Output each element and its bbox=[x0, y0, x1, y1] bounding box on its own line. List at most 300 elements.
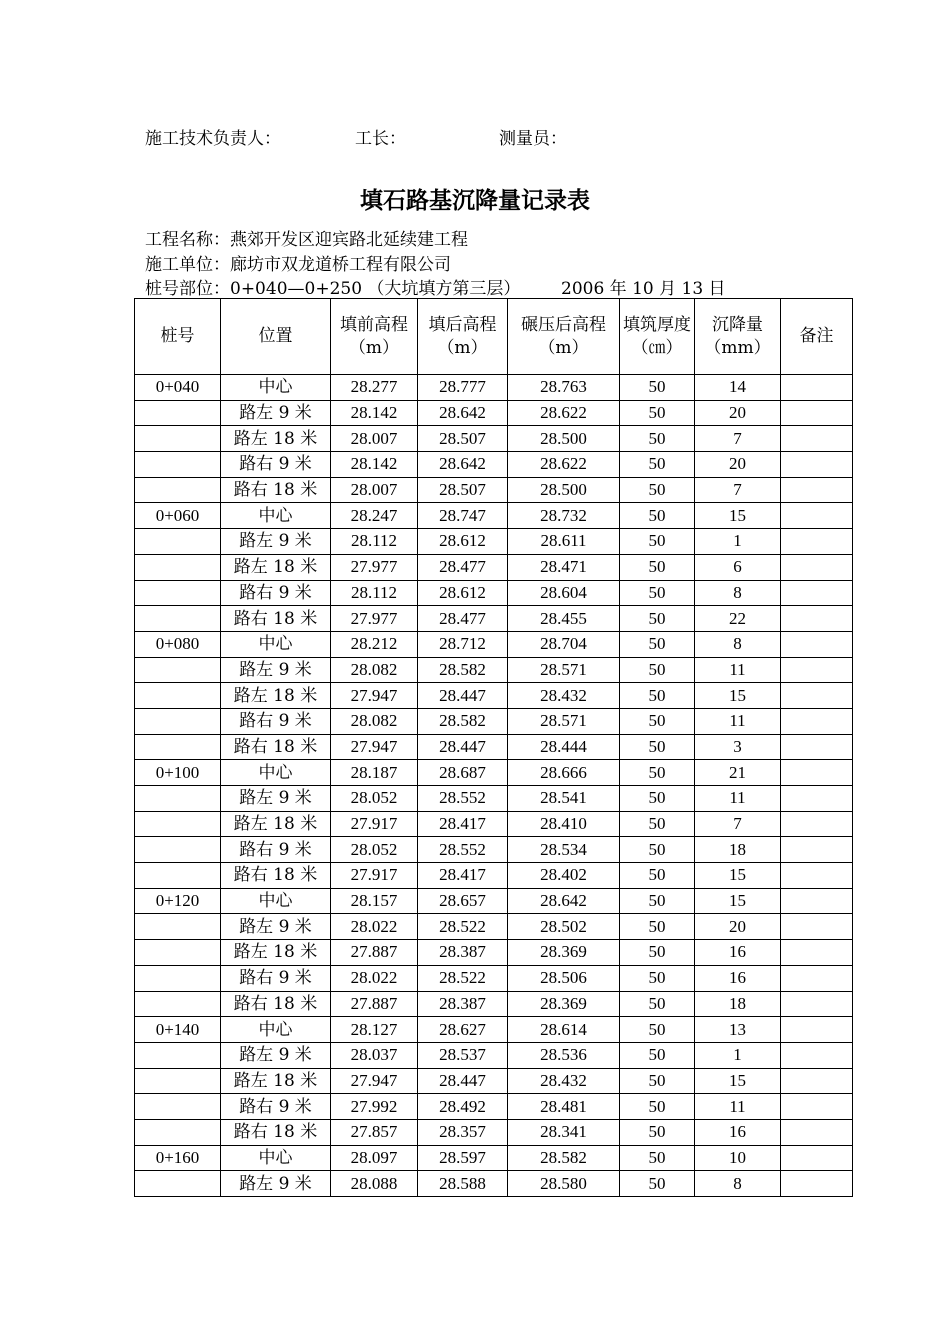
cell-compacted: 28.444 bbox=[508, 734, 620, 760]
cell-settlement: 11 bbox=[695, 1094, 781, 1120]
cell-settlement: 11 bbox=[695, 708, 781, 734]
cell-station: 0+100 bbox=[135, 760, 221, 786]
table-row bbox=[135, 940, 853, 966]
cell-pre-fill: 28.022 bbox=[331, 914, 418, 940]
cell-pre-fill: 28.212 bbox=[331, 631, 418, 657]
table-row bbox=[135, 631, 853, 657]
table-row bbox=[135, 1145, 853, 1171]
cell-thickness: 50 bbox=[620, 606, 695, 632]
table-row bbox=[135, 452, 853, 478]
cell-station bbox=[135, 914, 221, 940]
foreman-label: 工长： bbox=[355, 129, 406, 149]
cell-pre-fill: 27.887 bbox=[331, 991, 418, 1017]
cell-position: 路右 9 米 bbox=[221, 965, 331, 991]
cell-position: 路左 9 米 bbox=[221, 1042, 331, 1068]
cell-pre-fill: 28.157 bbox=[331, 888, 418, 914]
cell-settlement: 15 bbox=[695, 503, 781, 529]
table-row bbox=[135, 580, 853, 606]
cell-post-fill: 28.597 bbox=[418, 1145, 508, 1171]
cell-remarks bbox=[781, 1119, 853, 1145]
cell-compacted: 28.732 bbox=[508, 503, 620, 529]
table-row bbox=[135, 965, 853, 991]
table-row bbox=[135, 1068, 853, 1094]
cell-station bbox=[135, 786, 221, 812]
cell-position: 路右 18 米 bbox=[221, 1119, 331, 1145]
cell-thickness: 50 bbox=[620, 1068, 695, 1094]
cell-compacted: 28.622 bbox=[508, 400, 620, 426]
table-row bbox=[135, 734, 853, 760]
table-row bbox=[135, 503, 853, 529]
table-row bbox=[135, 786, 853, 812]
cell-pre-fill: 28.037 bbox=[331, 1042, 418, 1068]
cell-post-fill: 28.612 bbox=[418, 580, 508, 606]
cell-thickness: 50 bbox=[620, 1119, 695, 1145]
cell-post-fill: 28.447 bbox=[418, 734, 508, 760]
cell-post-fill: 28.447 bbox=[418, 683, 508, 709]
cell-remarks bbox=[781, 554, 853, 580]
cell-post-fill: 28.552 bbox=[418, 786, 508, 812]
cell-thickness: 50 bbox=[620, 786, 695, 812]
cell-station: 0+080 bbox=[135, 631, 221, 657]
cell-station bbox=[135, 708, 221, 734]
cell-settlement: 15 bbox=[695, 863, 781, 889]
cell-compacted: 28.410 bbox=[508, 811, 620, 837]
cell-compacted: 28.341 bbox=[508, 1119, 620, 1145]
cell-compacted: 28.580 bbox=[508, 1171, 620, 1197]
cell-remarks bbox=[781, 606, 853, 632]
cell-compacted: 28.500 bbox=[508, 477, 620, 503]
cell-remarks bbox=[781, 940, 853, 966]
cell-station: 0+060 bbox=[135, 503, 221, 529]
cell-station bbox=[135, 837, 221, 863]
cell-thickness: 50 bbox=[620, 477, 695, 503]
cell-remarks bbox=[781, 683, 853, 709]
table-row bbox=[135, 426, 853, 452]
cell-compacted: 28.642 bbox=[508, 888, 620, 914]
cell-remarks bbox=[781, 914, 853, 940]
table-row bbox=[135, 375, 853, 401]
cell-post-fill: 28.507 bbox=[418, 477, 508, 503]
cell-compacted: 28.432 bbox=[508, 683, 620, 709]
cell-settlement: 11 bbox=[695, 786, 781, 812]
cell-station bbox=[135, 734, 221, 760]
cell-position: 路右 9 米 bbox=[221, 708, 331, 734]
cell-pre-fill: 27.977 bbox=[331, 606, 418, 632]
cell-pre-fill: 28.112 bbox=[331, 580, 418, 606]
table-row bbox=[135, 914, 853, 940]
cell-position: 路左 9 米 bbox=[221, 1171, 331, 1197]
cell-position: 路右 18 米 bbox=[221, 734, 331, 760]
cell-settlement: 15 bbox=[695, 1068, 781, 1094]
cell-pre-fill: 27.857 bbox=[331, 1119, 418, 1145]
cell-remarks bbox=[781, 708, 853, 734]
cell-position: 路右 18 米 bbox=[221, 863, 331, 889]
cell-pre-fill: 28.007 bbox=[331, 477, 418, 503]
cell-pre-fill: 27.977 bbox=[331, 554, 418, 580]
table-row bbox=[135, 760, 853, 786]
cell-pre-fill: 27.947 bbox=[331, 734, 418, 760]
cell-settlement: 8 bbox=[695, 580, 781, 606]
cell-remarks bbox=[781, 888, 853, 914]
cell-compacted: 28.506 bbox=[508, 965, 620, 991]
table-row bbox=[135, 1171, 853, 1197]
cell-station bbox=[135, 811, 221, 837]
cell-settlement: 1 bbox=[695, 529, 781, 555]
cell-compacted: 28.534 bbox=[508, 837, 620, 863]
cell-remarks bbox=[781, 580, 853, 606]
table-row bbox=[135, 554, 853, 580]
cell-thickness: 50 bbox=[620, 863, 695, 889]
cell-position: 路左 9 米 bbox=[221, 657, 331, 683]
cell-settlement: 22 bbox=[695, 606, 781, 632]
cell-station bbox=[135, 1171, 221, 1197]
header-station: 桩号 bbox=[135, 299, 221, 375]
table-body bbox=[135, 375, 853, 1197]
cell-post-fill: 28.627 bbox=[418, 1017, 508, 1043]
cell-remarks bbox=[781, 734, 853, 760]
cell-position: 路右 18 米 bbox=[221, 991, 331, 1017]
cell-remarks bbox=[781, 760, 853, 786]
cell-station bbox=[135, 683, 221, 709]
table-row bbox=[135, 683, 853, 709]
table-row bbox=[135, 657, 853, 683]
cell-station bbox=[135, 477, 221, 503]
cell-post-fill: 28.588 bbox=[418, 1171, 508, 1197]
cell-compacted: 28.582 bbox=[508, 1145, 620, 1171]
cell-settlement: 3 bbox=[695, 734, 781, 760]
cell-remarks bbox=[781, 1017, 853, 1043]
page-title: 填石路基沉降量记录表 bbox=[360, 188, 590, 214]
cell-thickness: 50 bbox=[620, 657, 695, 683]
cell-thickness: 50 bbox=[620, 837, 695, 863]
cell-remarks bbox=[781, 400, 853, 426]
cell-settlement: 18 bbox=[695, 991, 781, 1017]
cell-station bbox=[135, 580, 221, 606]
cell-compacted: 28.611 bbox=[508, 529, 620, 555]
cell-post-fill: 28.777 bbox=[418, 375, 508, 401]
cell-post-fill: 28.582 bbox=[418, 708, 508, 734]
cell-thickness: 50 bbox=[620, 554, 695, 580]
cell-thickness: 50 bbox=[620, 631, 695, 657]
cell-pre-fill: 28.082 bbox=[331, 708, 418, 734]
cell-pre-fill: 28.142 bbox=[331, 400, 418, 426]
cell-station bbox=[135, 452, 221, 478]
cell-post-fill: 28.477 bbox=[418, 554, 508, 580]
cell-compacted: 28.541 bbox=[508, 786, 620, 812]
cell-position: 中心 bbox=[221, 375, 331, 401]
cell-thickness: 50 bbox=[620, 375, 695, 401]
cell-compacted: 28.571 bbox=[508, 708, 620, 734]
cell-thickness: 50 bbox=[620, 452, 695, 478]
cell-thickness: 50 bbox=[620, 683, 695, 709]
cell-station: 0+040 bbox=[135, 375, 221, 401]
cell-post-fill: 28.582 bbox=[418, 657, 508, 683]
cell-station bbox=[135, 1119, 221, 1145]
cell-post-fill: 28.687 bbox=[418, 760, 508, 786]
cell-settlement: 20 bbox=[695, 452, 781, 478]
construction-unit: 施工单位：廊坊市双龙道桥工程有限公司 bbox=[145, 255, 451, 275]
cell-position: 路左 18 米 bbox=[221, 683, 331, 709]
cell-settlement: 16 bbox=[695, 965, 781, 991]
cell-remarks bbox=[781, 811, 853, 837]
cell-station bbox=[135, 426, 221, 452]
cell-settlement: 8 bbox=[695, 631, 781, 657]
cell-station bbox=[135, 1042, 221, 1068]
cell-compacted: 28.604 bbox=[508, 580, 620, 606]
header-fill-thickness: 填筑厚度（㎝） bbox=[620, 299, 695, 375]
header-compacted-elevation: 碾压后高程（m） bbox=[508, 299, 620, 375]
cell-compacted: 28.571 bbox=[508, 657, 620, 683]
cell-position: 路右 18 米 bbox=[221, 477, 331, 503]
cell-remarks bbox=[781, 452, 853, 478]
cell-pre-fill: 28.082 bbox=[331, 657, 418, 683]
cell-position: 路左 18 米 bbox=[221, 426, 331, 452]
header-position: 位置 bbox=[221, 299, 331, 375]
cell-pre-fill: 27.992 bbox=[331, 1094, 418, 1120]
table-row bbox=[135, 1119, 853, 1145]
cell-station bbox=[135, 940, 221, 966]
cell-compacted: 28.471 bbox=[508, 554, 620, 580]
cell-pre-fill: 28.187 bbox=[331, 760, 418, 786]
table-row bbox=[135, 477, 853, 503]
cell-position: 路左 18 米 bbox=[221, 940, 331, 966]
cell-post-fill: 28.447 bbox=[418, 1068, 508, 1094]
cell-remarks bbox=[781, 657, 853, 683]
table-row bbox=[135, 529, 853, 555]
cell-settlement: 18 bbox=[695, 837, 781, 863]
cell-post-fill: 28.642 bbox=[418, 452, 508, 478]
cell-station bbox=[135, 965, 221, 991]
table-row bbox=[135, 708, 853, 734]
cell-position: 路右 9 米 bbox=[221, 837, 331, 863]
cell-station bbox=[135, 863, 221, 889]
cell-thickness: 50 bbox=[620, 503, 695, 529]
cell-pre-fill: 28.088 bbox=[331, 1171, 418, 1197]
cell-thickness: 50 bbox=[620, 1145, 695, 1171]
surveyor-label: 测量员： bbox=[499, 129, 567, 149]
table-row bbox=[135, 1094, 853, 1120]
cell-post-fill: 28.522 bbox=[418, 914, 508, 940]
table-row bbox=[135, 400, 853, 426]
tech-lead-label: 施工技术负责人： bbox=[145, 129, 281, 149]
header-post-fill-elevation: 填后高程（m） bbox=[418, 299, 508, 375]
cell-post-fill: 28.387 bbox=[418, 991, 508, 1017]
cell-pre-fill: 28.022 bbox=[331, 965, 418, 991]
cell-pre-fill: 27.917 bbox=[331, 863, 418, 889]
cell-post-fill: 28.477 bbox=[418, 606, 508, 632]
cell-compacted: 28.402 bbox=[508, 863, 620, 889]
cell-compacted: 28.704 bbox=[508, 631, 620, 657]
cell-remarks bbox=[781, 1171, 853, 1197]
cell-compacted: 28.536 bbox=[508, 1042, 620, 1068]
cell-settlement: 13 bbox=[695, 1017, 781, 1043]
cell-settlement: 21 bbox=[695, 760, 781, 786]
cell-position: 路左 9 米 bbox=[221, 786, 331, 812]
cell-pre-fill: 27.947 bbox=[331, 683, 418, 709]
cell-pre-fill: 27.947 bbox=[331, 1068, 418, 1094]
cell-position: 中心 bbox=[221, 760, 331, 786]
cell-station bbox=[135, 554, 221, 580]
cell-position: 中心 bbox=[221, 631, 331, 657]
table-row bbox=[135, 606, 853, 632]
cell-pre-fill: 28.007 bbox=[331, 426, 418, 452]
cell-station bbox=[135, 657, 221, 683]
cell-post-fill: 28.537 bbox=[418, 1042, 508, 1068]
cell-settlement: 6 bbox=[695, 554, 781, 580]
table-row bbox=[135, 811, 853, 837]
cell-post-fill: 28.387 bbox=[418, 940, 508, 966]
cell-position: 路左 9 米 bbox=[221, 400, 331, 426]
cell-post-fill: 28.657 bbox=[418, 888, 508, 914]
cell-post-fill: 28.357 bbox=[418, 1119, 508, 1145]
cell-thickness: 50 bbox=[620, 811, 695, 837]
cell-station bbox=[135, 400, 221, 426]
cell-compacted: 28.666 bbox=[508, 760, 620, 786]
cell-position: 中心 bbox=[221, 1017, 331, 1043]
table-row bbox=[135, 1042, 853, 1068]
cell-position: 路左 18 米 bbox=[221, 811, 331, 837]
cell-settlement: 11 bbox=[695, 657, 781, 683]
header-remarks: 备注 bbox=[781, 299, 853, 375]
cell-settlement: 8 bbox=[695, 1171, 781, 1197]
cell-remarks bbox=[781, 1068, 853, 1094]
cell-settlement: 15 bbox=[695, 683, 781, 709]
cell-post-fill: 28.417 bbox=[418, 863, 508, 889]
cell-position: 中心 bbox=[221, 1145, 331, 1171]
cell-pre-fill: 27.917 bbox=[331, 811, 418, 837]
settlement-table bbox=[134, 298, 853, 1197]
cell-thickness: 50 bbox=[620, 1017, 695, 1043]
cell-thickness: 50 bbox=[620, 888, 695, 914]
cell-compacted: 28.481 bbox=[508, 1094, 620, 1120]
project-name: 工程名称：燕郊开发区迎宾路北延续建工程 bbox=[145, 230, 468, 250]
section-range: 桩号部位：0+040—0+250 （大坑填方第三层） bbox=[145, 279, 521, 299]
cell-pre-fill: 27.887 bbox=[331, 940, 418, 966]
cell-remarks bbox=[781, 863, 853, 889]
table-header-row bbox=[135, 299, 853, 375]
cell-compacted: 28.614 bbox=[508, 1017, 620, 1043]
cell-remarks bbox=[781, 375, 853, 401]
cell-position: 中心 bbox=[221, 503, 331, 529]
cell-settlement: 16 bbox=[695, 1119, 781, 1145]
cell-settlement: 7 bbox=[695, 426, 781, 452]
cell-compacted: 28.622 bbox=[508, 452, 620, 478]
cell-pre-fill: 28.052 bbox=[331, 786, 418, 812]
cell-station: 0+140 bbox=[135, 1017, 221, 1043]
cell-position: 路右 9 米 bbox=[221, 580, 331, 606]
cell-thickness: 50 bbox=[620, 708, 695, 734]
cell-station: 0+160 bbox=[135, 1145, 221, 1171]
cell-settlement: 20 bbox=[695, 400, 781, 426]
cell-station bbox=[135, 991, 221, 1017]
cell-remarks bbox=[781, 1042, 853, 1068]
cell-thickness: 50 bbox=[620, 734, 695, 760]
cell-settlement: 16 bbox=[695, 940, 781, 966]
cell-position: 路左 18 米 bbox=[221, 1068, 331, 1094]
cell-post-fill: 28.507 bbox=[418, 426, 508, 452]
table-row bbox=[135, 863, 853, 889]
cell-settlement: 14 bbox=[695, 375, 781, 401]
cell-thickness: 50 bbox=[620, 580, 695, 606]
cell-remarks bbox=[781, 477, 853, 503]
cell-remarks bbox=[781, 631, 853, 657]
cell-settlement: 15 bbox=[695, 888, 781, 914]
cell-post-fill: 28.552 bbox=[418, 837, 508, 863]
cell-compacted: 28.455 bbox=[508, 606, 620, 632]
cell-thickness: 50 bbox=[620, 760, 695, 786]
cell-thickness: 50 bbox=[620, 400, 695, 426]
cell-remarks bbox=[781, 786, 853, 812]
cell-remarks bbox=[781, 529, 853, 555]
cell-station bbox=[135, 1068, 221, 1094]
cell-post-fill: 28.492 bbox=[418, 1094, 508, 1120]
cell-position: 路右 18 米 bbox=[221, 606, 331, 632]
cell-post-fill: 28.642 bbox=[418, 400, 508, 426]
cell-position: 路左 18 米 bbox=[221, 554, 331, 580]
cell-compacted: 28.369 bbox=[508, 991, 620, 1017]
cell-remarks bbox=[781, 426, 853, 452]
cell-settlement: 7 bbox=[695, 477, 781, 503]
cell-thickness: 50 bbox=[620, 529, 695, 555]
cell-station: 0+120 bbox=[135, 888, 221, 914]
cell-post-fill: 28.747 bbox=[418, 503, 508, 529]
header-pre-fill-elevation: 填前高程（m） bbox=[331, 299, 418, 375]
cell-settlement: 1 bbox=[695, 1042, 781, 1068]
cell-compacted: 28.502 bbox=[508, 914, 620, 940]
cell-station bbox=[135, 529, 221, 555]
cell-thickness: 50 bbox=[620, 914, 695, 940]
cell-remarks bbox=[781, 1094, 853, 1120]
cell-position: 中心 bbox=[221, 888, 331, 914]
cell-post-fill: 28.417 bbox=[418, 811, 508, 837]
cell-thickness: 50 bbox=[620, 1094, 695, 1120]
cell-compacted: 28.763 bbox=[508, 375, 620, 401]
cell-pre-fill: 28.277 bbox=[331, 375, 418, 401]
cell-thickness: 50 bbox=[620, 1042, 695, 1068]
cell-settlement: 10 bbox=[695, 1145, 781, 1171]
section-line bbox=[145, 274, 726, 299]
cell-thickness: 50 bbox=[620, 940, 695, 966]
header-settlement: 沉降量（mm） bbox=[695, 299, 781, 375]
cell-remarks bbox=[781, 965, 853, 991]
table-row bbox=[135, 991, 853, 1017]
record-date: 2006 年 10 月 13 日 bbox=[561, 279, 726, 299]
table-row bbox=[135, 837, 853, 863]
cell-station bbox=[135, 606, 221, 632]
cell-pre-fill: 28.142 bbox=[331, 452, 418, 478]
table-row bbox=[135, 1017, 853, 1043]
cell-pre-fill: 28.052 bbox=[331, 837, 418, 863]
cell-compacted: 28.500 bbox=[508, 426, 620, 452]
cell-compacted: 28.432 bbox=[508, 1068, 620, 1094]
cell-remarks bbox=[781, 991, 853, 1017]
cell-pre-fill: 28.112 bbox=[331, 529, 418, 555]
cell-thickness: 50 bbox=[620, 965, 695, 991]
cell-pre-fill: 28.127 bbox=[331, 1017, 418, 1043]
cell-post-fill: 28.612 bbox=[418, 529, 508, 555]
cell-position: 路左 9 米 bbox=[221, 529, 331, 555]
cell-remarks bbox=[781, 1145, 853, 1171]
cell-position: 路左 9 米 bbox=[221, 914, 331, 940]
cell-position: 路右 9 米 bbox=[221, 1094, 331, 1120]
cell-station bbox=[135, 1094, 221, 1120]
cell-settlement: 7 bbox=[695, 811, 781, 837]
cell-position: 路右 9 米 bbox=[221, 452, 331, 478]
cell-pre-fill: 28.247 bbox=[331, 503, 418, 529]
cell-remarks bbox=[781, 837, 853, 863]
cell-post-fill: 28.522 bbox=[418, 965, 508, 991]
cell-thickness: 50 bbox=[620, 1171, 695, 1197]
